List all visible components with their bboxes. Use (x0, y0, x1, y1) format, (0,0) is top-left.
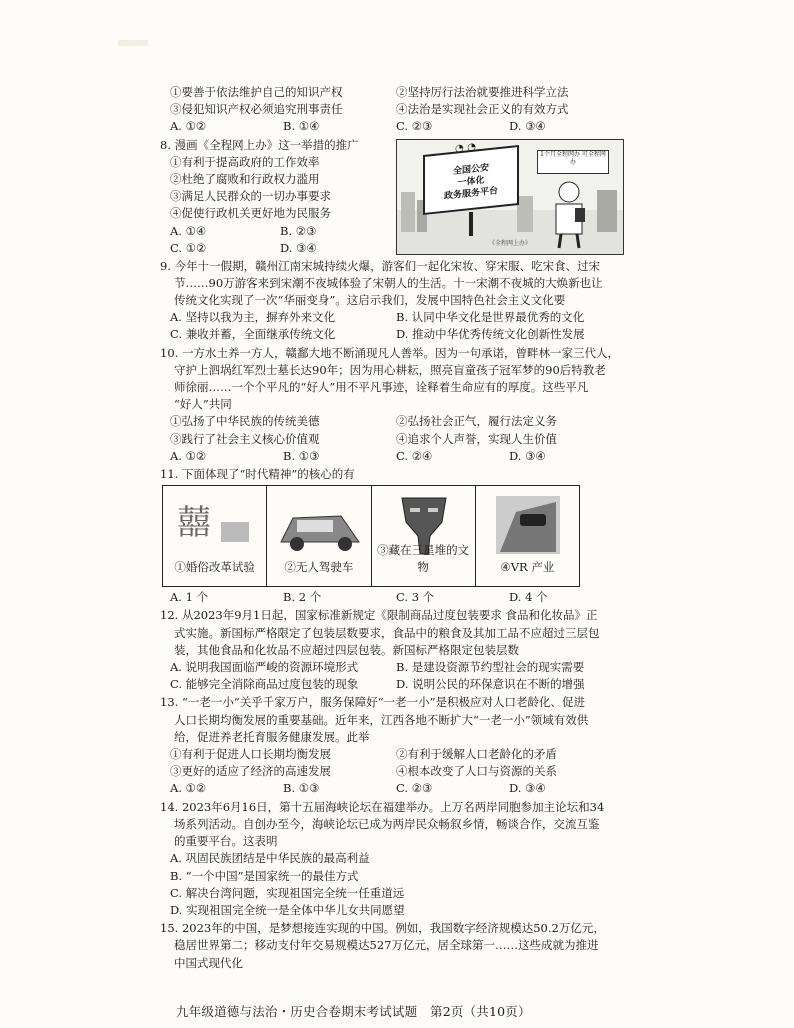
q7-statements-row2 (160, 101, 622, 118)
q8-choice-a: A. ①④ (170, 223, 207, 238)
q9-choice-a: A. 坚持以我为主，摒弃外来文化 (170, 310, 336, 325)
q11-image-sanxingdui (372, 486, 476, 586)
q12-choices-row1 (160, 659, 622, 676)
question-10 (160, 345, 622, 465)
question-9 (160, 258, 622, 344)
exam-page (160, 84, 622, 972)
q8-statement-1: ①有利于提高政府的工作效率 (170, 154, 320, 169)
q10-line-4: “好人”共同 (174, 397, 232, 412)
question-13 (160, 694, 622, 797)
q12-line-1: 12. 从2023年9月1日起，国家标准新规定《限制商品过度包装要求 食品和化妆品》正 (160, 608, 598, 623)
q11-label-3: ③藏在三星堆的文物 (377, 542, 470, 575)
q11-choice-b: B. 2 个 (283, 590, 322, 605)
q8-choice-d: D. ③④ (280, 240, 317, 255)
q13-line-1: 13. “一老一小”关乎千家万户，服务保障好“一老一小”是积极应对人口老龄化、促进 (160, 695, 585, 710)
q9-line-2: 节……90万游客来到宋潮不夜城体验了宋朝人的生活。十一宋潮不夜城的大焕新也让 (174, 275, 603, 290)
billboard-eyes-icon: ◔ ◔ (455, 141, 476, 155)
cartoon-caption: 《全程网上办》 (488, 240, 531, 248)
q10-choice-d: D. ③④ (509, 448, 546, 463)
q15-line-3: 中国式现代化 (174, 955, 243, 970)
q11-image-strip (162, 485, 580, 587)
q11-choice-d: D. 4 个 (509, 590, 548, 605)
q7-statement-2: ②坚持厉行法治就要推进科学立法 (396, 85, 569, 99)
q10-statement-4: ④追求个人声誉，实现人生价值 (396, 431, 557, 446)
q14-line-1: 14. 2023年6月16日，第十五届海峡论坛在福建举办。上万名两岸同胞参加主论坛和34 (160, 799, 605, 814)
q14-choice-d: D. 实现祖国完全统一是全体中华儿女共同愿望 (170, 902, 405, 917)
question-8 (160, 137, 622, 257)
question-12 (160, 607, 622, 693)
q9-line-3: 传统文化实现了一次“华丽变身”。这启示我们，发展中国特色社会主义文化要 (174, 293, 566, 308)
q7-choices (160, 118, 622, 135)
q10-statements-row1 (160, 413, 622, 430)
q10-choice-a: A. ①② (170, 448, 207, 463)
q8-choices-row2 (160, 240, 390, 257)
q7-choice-b: B. ①④ (283, 119, 320, 134)
question-15 (160, 920, 622, 972)
q12-line-2: 式实施。新国标严格限定了包装层数要求，食品中的粮食及其加工品不应超过三层包 (174, 625, 600, 640)
q11-choice-c: C. 3 个 (396, 590, 435, 605)
platform-billboard (423, 141, 519, 215)
svg-text:囍: 囍 (177, 503, 211, 544)
q8-statement-2: ②杜绝了腐败和行政权力滥用 (170, 172, 320, 187)
q13-choice-b: B. ①③ (283, 781, 320, 796)
driverless-car-icon (267, 492, 371, 556)
q9-choice-b: B. 认同中华文化是世界最优秀的文化 (396, 310, 585, 325)
q12-choice-b: B. 是建设资源节约型社会的现实需要 (396, 660, 585, 675)
cartoon-note-box: 1个月全程网办 可全程网办 (537, 150, 609, 174)
q8-choice-b: B. ②③ (280, 223, 317, 238)
q15-line-1: 15. 2023年的中国，是梦想接连实现的中国。例如，我国数字经济规模达50.2万亿元， (160, 921, 605, 936)
q11-choice-a: A. 1 个 (170, 590, 209, 605)
q13-line-2: 人口长期均衡发展的重要基础。近年来，江西各地不断扩大“一老一小”领域有效供 (174, 712, 589, 727)
q13-statement-3: ③更好的适应了经济的高速发展 (170, 764, 331, 779)
q10-statements-row2 (160, 431, 622, 448)
q10-statement-1: ①弘扬了中华民族的传统美德 (170, 414, 320, 429)
q8-statement-4: ④促使行政机关更好地为民服务 (170, 206, 331, 221)
q7-choice-d: D. ③④ (509, 119, 546, 134)
page-footer: 九年级道德与法治・历史合卷期末考试试题 第2页（共10页） (176, 1004, 531, 1019)
q12-line-3: 装，其他食品和化妆品不应超过四层包装。新国标严格限定包装层数 (174, 642, 519, 657)
q9-choices-row1 (160, 309, 622, 326)
q13-choice-a: A. ①② (170, 781, 207, 796)
double-happiness-icon (163, 492, 267, 556)
q13-statements-row1 (160, 746, 622, 763)
q9-choice-d: D. 推动中华优秀传统文化创新性发展 (396, 327, 585, 342)
q10-choice-c: C. ②④ (396, 448, 433, 463)
q9-choices-row2 (160, 326, 622, 343)
q7-choice-a: A. ①② (170, 119, 207, 134)
billboard-line-2: 一体化 (457, 175, 485, 189)
q11-image-driverless-car (267, 486, 371, 586)
q8-choices-row1 (160, 223, 390, 240)
q13-statements-row2 (160, 763, 622, 780)
q10-line-1: 10. 一方水土养一方人，赣鄱大地不断涌现凡人善举。因为一句承诺，曾畔林一家三代人， (160, 345, 619, 360)
q10-choice-b: B. ①③ (283, 448, 320, 463)
q8-cartoon (396, 139, 624, 255)
q12-choice-d: D. 说明公民的环保意识在不断的增强 (396, 677, 585, 692)
q7-statement-4: ④法治是实现社会正义的有效方式 (396, 102, 569, 117)
billboard-line-3: 政务服务平台 (443, 185, 498, 202)
q9-choice-c: C. 兼收并蓄，全面继承传统文化 (170, 327, 336, 342)
q11-label-2: ②无人驾驶车 (284, 560, 354, 575)
q9-line-1: 9. 今年十一假期，赣州江南宋城持续火爆，游客们一起化宋妆、穿宋服、吃宋食、过宋 (160, 258, 601, 273)
scan-mark (118, 40, 148, 46)
q11-stem: 11. 下面体现了“时代精神”的核心的有 (160, 467, 355, 482)
q10-statement-2: ②弘扬社会正气，履行法定义务 (396, 414, 557, 429)
question-14 (160, 799, 622, 919)
q10-statement-3: ③践行了社会主义核心价值观 (170, 431, 320, 446)
q7-statement-3: ③侵犯知识产权必须追究刑事责任 (170, 102, 343, 117)
q11-choices (160, 589, 622, 606)
q14-choice-b: B. “一个中国”是国家统一的最佳方式 (170, 868, 359, 883)
q11-label-4: ④VR 产业 (500, 560, 555, 575)
q12-choice-c: C. 能够完全消除商品过度包装的现象 (170, 677, 359, 692)
q11-image-vr (476, 486, 579, 586)
q10-line-3: 师徐丽……一个个平凡的“好人”用不平凡事迹，诠释着生命应有的厚度。这些平凡 (174, 380, 589, 395)
q7-statements-row1 (160, 84, 622, 101)
q14-line-3: 的重要平台。这表明 (174, 834, 278, 849)
q10-choices (160, 448, 622, 465)
q14-line-2: 场系列活动。自创办至今，海峡论坛已成为两岸民众畅叙乡情，畅谈合作，交流互鉴 (174, 816, 600, 831)
q13-choice-c: C. ②③ (396, 781, 433, 796)
q12-choice-a: A. 说明我国面临严峻的资源环境形式 (170, 660, 359, 675)
q8-statement-3: ③满足人民群众的一切办事要求 (170, 189, 331, 204)
q12-choices-row2 (160, 676, 622, 693)
q11-image-wedding (163, 486, 267, 586)
q8-stem: 8. 漫画《全程网上办》这一举措的推广 (160, 137, 359, 152)
question-11 (160, 466, 622, 606)
q14-choice-a: A. 巩固民族团结是中华民族的最高利益 (170, 851, 370, 866)
q13-choices (160, 780, 622, 797)
q11-label-1: ①婚俗改革试验 (174, 560, 255, 575)
q13-line-3: 给，促进养老托育服务健康发展。此举 (174, 729, 370, 744)
q8-choice-c: C. ①② (170, 240, 207, 255)
q7-choice-c: C. ②③ (396, 119, 433, 134)
q15-line-2: 稳居世界第二；移动支付年交易规模达527万亿元，居全球第一……这些成就为推进 (174, 938, 599, 953)
q10-line-2: 守护上泗埚红军烈士墓长达90年；因为用心耕耘，照亮盲童孩子冠军梦的90后特教老 (174, 362, 606, 377)
q13-statement-2: ②有利于缓解人口老龄化的矛盾 (396, 747, 557, 762)
q13-statement-1: ①有利于促进人口长期均衡发展 (170, 747, 331, 762)
q13-statement-4: ④根本改变了人口与资源的关系 (396, 764, 557, 779)
billboard-line-1: 全国公安 (452, 162, 489, 177)
q14-choice-c: C. 解决台湾问题，实现祖国完全统一任重道远 (170, 885, 405, 900)
q13-choice-d: D. ③④ (509, 781, 546, 796)
q7-statement-1: ①要善于依法维护自己的知识产权 (170, 85, 343, 99)
vr-headset-icon (476, 492, 580, 556)
